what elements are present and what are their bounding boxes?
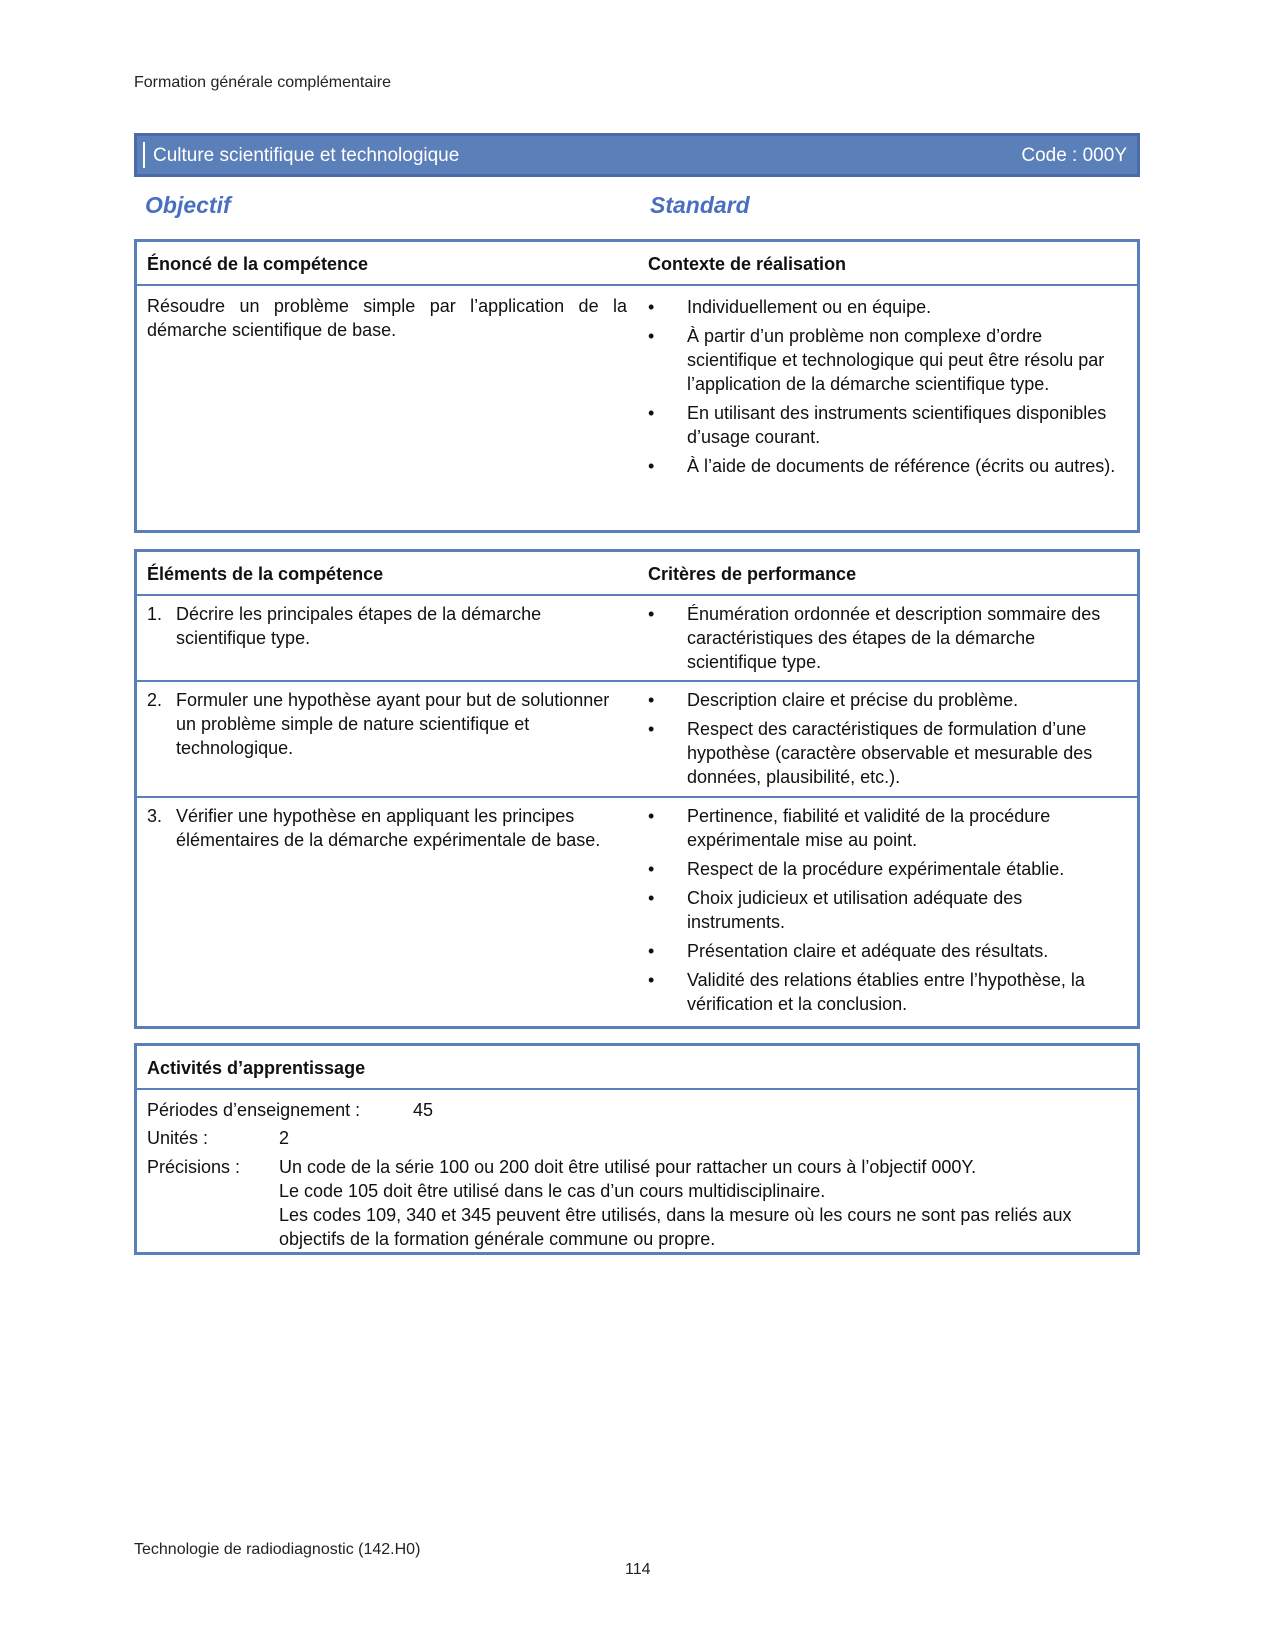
bullet-icon: • — [648, 690, 655, 710]
bullet-icon: • — [648, 456, 655, 476]
standard-heading: Standard — [650, 192, 750, 218]
bullet-icon: • — [648, 859, 655, 879]
activities-box — [134, 1043, 1140, 1255]
bullet-icon: • — [648, 403, 655, 423]
element-text: Décrire les principales étapes de la démarche scientifique type. — [176, 604, 542, 648]
elements-header-row — [137, 552, 1137, 596]
competence-header-row — [137, 242, 1137, 286]
precisions-label: Précisions : — [147, 1157, 241, 1177]
elements-box — [134, 549, 1140, 1029]
list-item: • Choix judicieux et utilisation adéquate des instruments. — [648, 888, 1023, 932]
table-row — [137, 596, 1137, 682]
list-item: • À l’aide de documents de référence (écrits ou autres). — [648, 456, 1116, 476]
bullet-icon: • — [648, 719, 655, 739]
list-item: • Énumération ordonnée et description sommaire des caractéristiques des étapes de la démarche scientifique type. — [648, 604, 1101, 672]
competence-statement: Résoudre un problème simple par l’application de la démarche scientifique de base. — [147, 296, 627, 340]
page-number: 114 — [625, 1561, 651, 1578]
enonce-heading: Énoncé de la compétence — [147, 254, 369, 274]
list-item: • Respect de la procédure expérimentale établie. — [648, 859, 1065, 879]
context-list — [648, 295, 1123, 483]
course-code: Code : 000Y — [1021, 145, 1127, 166]
bullet-icon: • — [648, 297, 655, 317]
table-row — [137, 798, 1137, 1024]
periods-label: Périodes d’enseignement : — [147, 1100, 361, 1120]
page-header: Formation générale complémentaire — [134, 74, 392, 91]
element-text: Formuler une hypothèse ayant pour but de solutionner un problème simple de nature scientifique et technologique. — [176, 690, 610, 758]
criteria-list — [648, 804, 1123, 1021]
competence-statement-cell — [147, 294, 627, 342]
bullet-icon: • — [648, 604, 655, 624]
contexte-heading: Contexte de réalisation — [648, 254, 847, 274]
element-number: 1. — [147, 604, 163, 624]
table-row — [137, 682, 1137, 798]
list-item: • Pertinence, fiabilité et validité de la procédure expérimentale mise au point. — [648, 806, 1051, 850]
bullet-icon: • — [648, 326, 655, 346]
footer-program: Technologie de radiodiagnostic (142.H0) — [134, 1541, 421, 1558]
list-item: • En utilisant des instruments scientifiques disponibles d’usage courant. — [648, 403, 1107, 447]
bullet-icon: • — [648, 888, 655, 908]
competence-box — [134, 239, 1140, 533]
element-text: Vérifier une hypothèse en appliquant les principes élémentaires de la démarche expérimentale de base. — [176, 806, 601, 850]
criteria-list — [648, 688, 1123, 794]
bullet-icon: • — [648, 806, 655, 826]
precisions-text: Un code de la série 100 ou 200 doit être utilisé pour rattacher un cours à l’objectif 000Y. Le code 105 doit être utilisé dans le cas d’un cours multidisciplinaire. Les codes 109, 340 et 345 peuvent être utilisés, dans la mesure où les cours ne sont pas reliés aux objectifs de la formation générale commune ou propre. — [279, 1157, 1072, 1249]
activities-body — [137, 1090, 1137, 1250]
bullet-icon: • — [648, 970, 655, 990]
activities-heading: Activités d’apprentissage — [147, 1058, 366, 1078]
list-item: • Description claire et précise du problème. — [648, 690, 1019, 710]
list-item: • Présentation claire et adéquate des résultats. — [648, 941, 1049, 961]
element-number: 3. — [147, 806, 163, 826]
course-title: Culture scientifique et technologique — [153, 145, 460, 166]
elements-heading: Éléments de la compétence — [147, 564, 384, 584]
activities-header-row — [137, 1046, 1137, 1090]
criteria-heading: Critères de performance — [648, 564, 857, 584]
criteria-list — [648, 602, 1123, 679]
list-item: • Individuellement ou en équipe. — [648, 297, 932, 317]
list-item: • À partir d’un problème non complexe d’ordre scientifique et technologique qui peut être résolu par l’application de la démarche scientifique type. — [648, 326, 1105, 394]
units-value: 2 — [279, 1128, 290, 1148]
title-bar — [134, 133, 1140, 177]
list-item: • Respect des caractéristiques de formulation d’une hypothèse (caractère observable et mesurable des données, plausibilité, etc.). — [648, 719, 1093, 787]
list-item: • Validité des relations établies entre l’hypothèse, la vérification et la conclusion. — [648, 970, 1085, 1014]
element-number: 2. — [147, 690, 163, 710]
bullet-icon: • — [648, 941, 655, 961]
periods-value: 45 — [413, 1100, 434, 1120]
objectif-heading: Objectif — [145, 192, 231, 218]
units-label: Unités : — [147, 1128, 209, 1148]
